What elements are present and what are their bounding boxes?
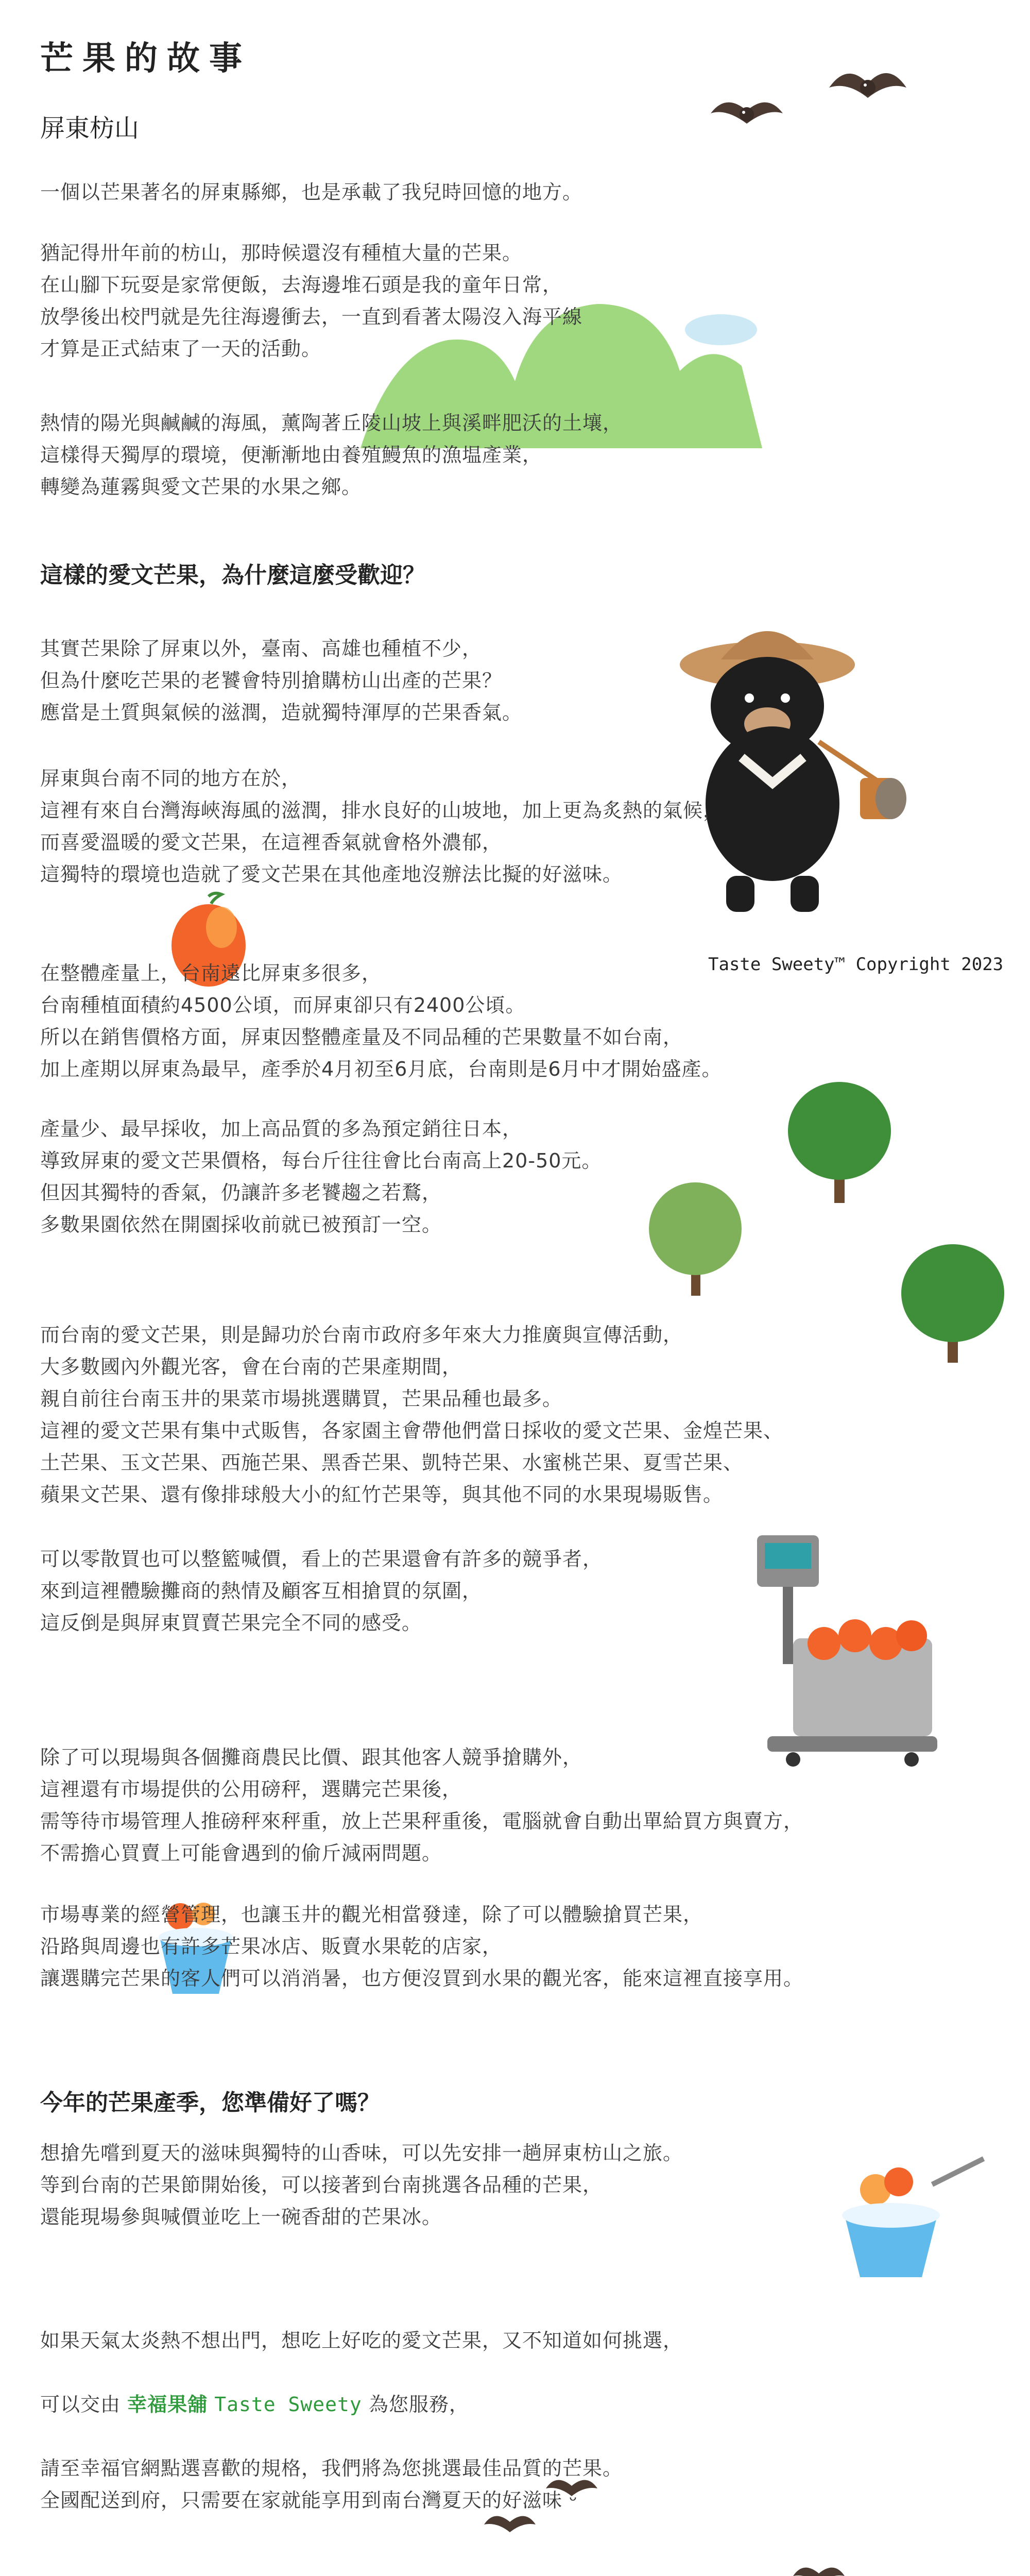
page-title: 芒果的故事 <box>40 39 251 78</box>
shaved-ice-icon <box>829 2154 999 2282</box>
section2-paragraph-1: 而台南的愛文芒果，則是歸功於台南市政府多年來大力推廣與宣傳活動， 大多數國內外觀光客，會在台南的芒果產期間， 親自前往台南玉井的果菜市場挑選購買，芒果品種也最多。 這裡的愛文芒果有集中式販售，各家園主會帶他們當日採收的愛文芒果、金煌芒果、 土芒果、玉文芒果、西施芒果、黑香芒果、凱特芒果、水蜜桃芒果、夏雪芒果、 蘋果文芒果、還有像排球般大小的紅竹芒果等，與其他不同的水果現場販售。 <box>40 1324 784 1506</box>
section1-paragraph-4: 產量少、最早採收，加上高品質的多為預定銷往日本， 導致屏東的愛文芒果價格，每台斤往往會比台南高上20-50元。 但因其獨特的香氣，仍讓許多老饕趨之若鶩， 多數果園依然在開園採收前就已被預訂一空。 <box>40 1117 602 1236</box>
section2-paragraph-4: 市場專業的經營管理，也讓玉井的觀光相當發達，除了可以體驗搶買芒果， 沿路與周邊也有許多芒果冰店、販賣水果乾的店家， 讓選購完芒果的客人們可以消消暑，也方便沒買到水果的觀光客，能來這裡直接享用。 <box>40 1903 804 1990</box>
section2-paragraph-3: 除了可以現場與各個攤商農民比價、跟其他客人競爭搶購外， 這裡還有市場提供的公用磅秤，選購完芒果後， 需等待市場管理人推磅秤來秤重，放上芒果秤重後，電腦就會自動出單給買方與賣方， 不需擔心買賣上可能會遇到的偷斤減兩問題。 <box>40 1746 804 1865</box>
bird-icon <box>706 82 788 144</box>
intro-paragraph-1: 一個以芒果著名的屏東縣鄉，也是承載了我兒時回憶的地方。 <box>40 181 583 204</box>
tree-icon <box>644 1177 747 1296</box>
section2-paragraph-2: 可以零散買也可以整籃喊價，看上的芒果還會有許多的競爭者， 來到這裡體驗攤商的熱情及顧客互相搶買的氛圍， 這反倒是與屏東買賣芒果完全不同的感受。 <box>40 1548 603 1634</box>
section3-p2-line2-pre: 可以交由 <box>40 2393 128 2416</box>
tree-icon <box>783 1074 896 1203</box>
section1-heading: 這樣的愛文芒果，為什麼這麼受歡迎？ <box>40 562 425 588</box>
section1-paragraph-3: 在整體產量上，台南遠比屏東多很多， 台南種植面積約4500公頃，而屏東卻只有2400公頃。 所以在銷售價格方面，屏東因整體產量及不同品種的芒果數量不如台南， 加上產期以屏東為最早，產季於4月初至6月底，台南則是6月中才開始盛產。 <box>40 962 722 1080</box>
bear-family-illustration <box>103 2473 978 2576</box>
copyright-text: Taste Sweety™ Copyright 2023 <box>708 954 1004 975</box>
section3-paragraph-1: 想搶先嚐到夏天的滋味與獨特的山香味，可以先安排一趟屏東枋山之旅。 等到台南的芒果節開始後，可以接著到台南挑選各品種的芒果， 還能現場參與喊價並吃上一碗香甜的芒果冰。 <box>40 2142 683 2228</box>
section3-p2-rest: 請至幸福官網點選喜歡的規格，我們將為您挑選最佳品質的芒果。 全國配送到府，只需要在家就能享用到南台灣夏天的好滋味 ᵕ̈ <box>40 2457 623 2512</box>
section3-p2-line2-post: 為您服務， <box>362 2393 469 2416</box>
location-title: 屏東枋山 <box>40 114 140 143</box>
shop-name-en: Taste Sweety <box>214 2393 362 2416</box>
section3-p2-line1: 如果天氣太炎熱不想出門，想吃上好吃的愛文芒果，又不知道如何挑選， <box>40 2329 683 2352</box>
intro-paragraph-3: 熱情的陽光與鹹鹹的海風，薰陶著丘陵山坡上與溪畔肥沃的土壤， 這樣得天獨厚的環境，便漸漸地由養殖鰻魚的漁塭產業， 轉變為蓮霧與愛文芒果的水果之鄉。 <box>40 412 623 498</box>
section3-heading: 今年的芒果產季，您準備好了嗎？ <box>40 2090 380 2116</box>
scale-cart-icon <box>747 1525 948 1767</box>
intro-paragraph-2: 猶記得卅年前的枋山，那時候還沒有種植大量的芒果。 在山腳下玩耍是家常便飯，去海邊堆石頭是我的童年日常， 放學後出校門就是先往海邊衝去，一直到看著太陽沒入海平線 才算是正式結束了一天的活動。 <box>40 242 583 360</box>
section1-paragraph-2: 屏東與台南不同的地方在於， 這裡有來自台灣海峽海風的滋潤，排水良好的山坡地，加上更為炙熱的氣候， 而喜愛溫暖的愛文芒果，在這裡香氣就會格外濃郁， 這獨特的環境也造就了愛文芒果在其他產地沒辦法比擬的好滋味。 <box>40 767 724 886</box>
shop-name-zh: 幸福果舖 <box>127 2393 208 2416</box>
bird-icon <box>824 52 912 118</box>
section1-paragraph-1: 其實芒果除了屏東以外，臺南、高雄也種植不少， 但為什麼吃芒果的老饕會特別搶購枋山出產的芒果？ 應當是土質與氣候的滋潤，造就獨特渾厚的芒果香氣。 <box>40 637 523 724</box>
